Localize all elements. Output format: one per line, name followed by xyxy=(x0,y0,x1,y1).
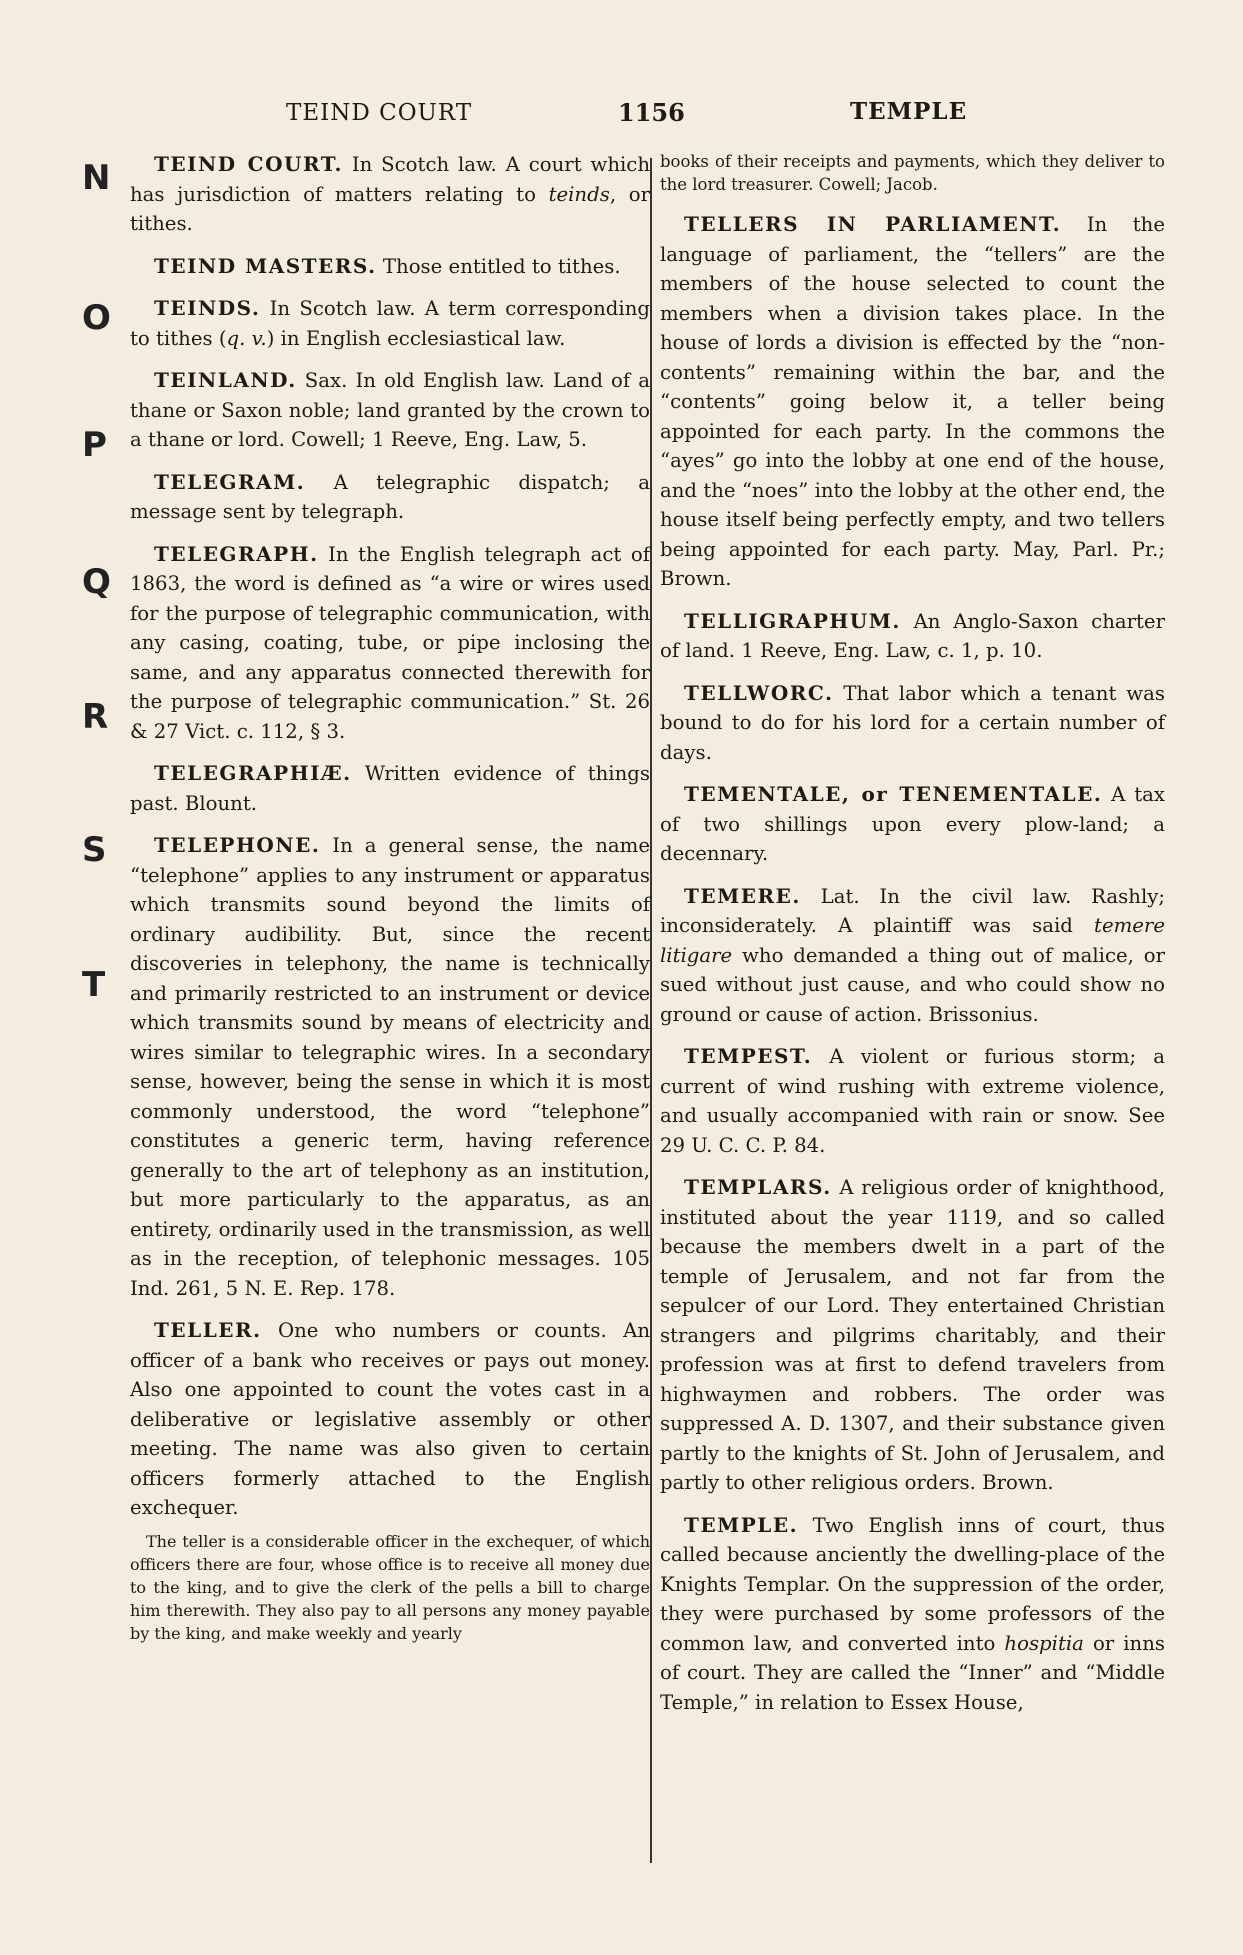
thumb-index-letter: P xyxy=(82,425,107,465)
column-divider xyxy=(650,158,652,1863)
dictionary-entry: TELEGRAPH. In the English telegraph act of 1863, the word is defined as “a wire or wires used for the purpose of telegraphic communication, with any casing, coating, tube, or pipe inclosing the same, and any apparatus connected therewith for the purpose of telegraphic communication.” St. 26 & 27 Vict. c. 112, § 3. xyxy=(130,541,650,743)
thumb-index-letter: R xyxy=(82,697,109,737)
dictionary-entry: TEINLAND. Sax. In old English law. Land of a thane or Saxon noble; land granted by the crown to a thane or lord. Cowell; 1 Reeve, Eng. Law, 5. xyxy=(130,368,650,451)
dictionary-entry: TEMENTALE, or TENEMENTALE. A tax of two shillings upon every plow-land; a decennary. xyxy=(660,782,1165,865)
page-header xyxy=(0,100,1243,140)
page-number: 1156 xyxy=(618,98,685,127)
dictionary-entry: TELEGRAM. A telegraphic dispatch; a message sent by telegraph. xyxy=(130,469,650,523)
dictionary-entry: TEMERE. Lat. In the civil law. Rashly; inconsiderately. A plaintiff was said temere litigare who demanded a thing out of malice, or sued without just cause, and who could show no ground or cause of action. Brissonius. xyxy=(660,883,1165,1026)
dictionary-entry: TEMPEST. A violent or furious storm; a current of wind rushing with extreme violence, and usually accompanied with rain or snow. See 29 U. C. C. P. 84. xyxy=(660,1044,1165,1157)
dictionary-entry: TELLWORC. That labor which a tenant was bound to do for his lord for a certain number of days. xyxy=(660,680,1165,764)
left-column xyxy=(130,150,650,1645)
dictionary-entry: TELEPHONE. In a general sense, the name “telephone” applies to any instrument or apparatus which transmits sound beyond the limits of ordinary audibility. But, since the recent discoveries in telephony, the name is technically and primarily restricted to an instrument or device which transmits sound by means of electricity and wires similar to telegraphic wires. In a secondary sense, however, being the sense in which it is most commonly understood, the word “telephone” constitutes a generic term, having reference generally to the art of telephony as an institution, but more particularly to the apparatus, as an entirety, ordinarily used in the transmission, as well as in the reception, of telephonic messages. 105 Ind. 261, 5 N. E. Rep. 178. xyxy=(130,833,650,1300)
right-column xyxy=(660,150,1165,1730)
header-right-guide-word: TEMPLE xyxy=(850,98,968,125)
header-left-guide-word: TEIND COURT xyxy=(286,100,473,126)
dictionary-entry: TELEGRAPHIÆ. Written evidence of things past. Blount. xyxy=(130,761,650,815)
thumb-index-letter: N xyxy=(82,158,111,198)
dictionary-entry: TEIND MASTERS. Those entitled to tithes. xyxy=(154,253,621,278)
dictionary-entry: TELLIGRAPHUM. An Anglo-Saxon charter of land. 1 Reeve, Eng. Law, c. 1, p. 10. xyxy=(660,608,1165,662)
teller-note-continued: books of their receipts and payments, which they deliver to the lord treasurer. Cowell; Jacob. xyxy=(660,152,1165,194)
thumb-index-letter: Q xyxy=(82,562,111,602)
dictionary-entry: TEMPLE. Two English inns of court, thus called because anciently the dwelling-place of the Knights Templar. On the suppression of the order, they were purchased by some professors of the common law, and converted into hospitia or inns of court. They are called the “Inner” and “Middle Temple,” in relation to Essex House, xyxy=(660,1512,1166,1714)
thumb-index-letter: T xyxy=(82,965,106,1005)
teller-note: The teller is a considerable officer in the exchequer, of which officers there are four, whose office is to receive all money due to the king, and to give the clerk of the pells a bill to charge him therewith. They also pay to all persons any money payable by the king, and make weekly and yearly xyxy=(130,1531,650,1643)
thumb-index-letter: S xyxy=(82,830,107,870)
dictionary-entry: TEMPLARS. A religious order of knighthood, instituted about the year 1119, and so called because the members dwelt in a part of the temple of Jerusalem, and not far from the sepulcer of our Lord. They entertained Christian strangers and pilgrims charitably, and their profession was at first to defend travelers from highwaymen and robbers. The order was suppressed A. D. 1307, and their substance given partly to the knights of St. John of Jerusalem, and partly to other religious orders. Brown. xyxy=(660,1175,1165,1494)
dictionary-entry: TEIND COURT. In Scotch law. A court which has jurisdiction of matters relating to teinds, or tithes. xyxy=(130,152,651,235)
dictionary-entry: TEINDS. In Scotch law. A term corresponding to tithes (q. v.) in English ecclesiastical law. xyxy=(130,296,650,350)
dictionary-entry: TELLER. One who numbers or counts. An officer of a bank who receives or pays out money. Also one appointed to count the votes cast in a deliberative or legislative assembly or other meeting. The name was also given to certain officers formerly attached to the English exchequer. xyxy=(130,1318,650,1519)
dictionary-entry: TELLERS IN PARLIAMENT. In the language of parliament, the “tellers” are the members of the house selected to count the members when a division takes place. In the house of lords a division is effected by the “non-contents” remaining within the bar, and the “contents” going below it, a teller being appointed for each party. In the commons the “ayes” go into the lobby at one end of the house, and the “noes” into the lobby at the other end, the house itself being perfectly empty, and two tellers being appointed for each party. May, Parl. Pr.; Brown. xyxy=(660,212,1165,590)
thumb-index-letter: O xyxy=(82,298,111,338)
